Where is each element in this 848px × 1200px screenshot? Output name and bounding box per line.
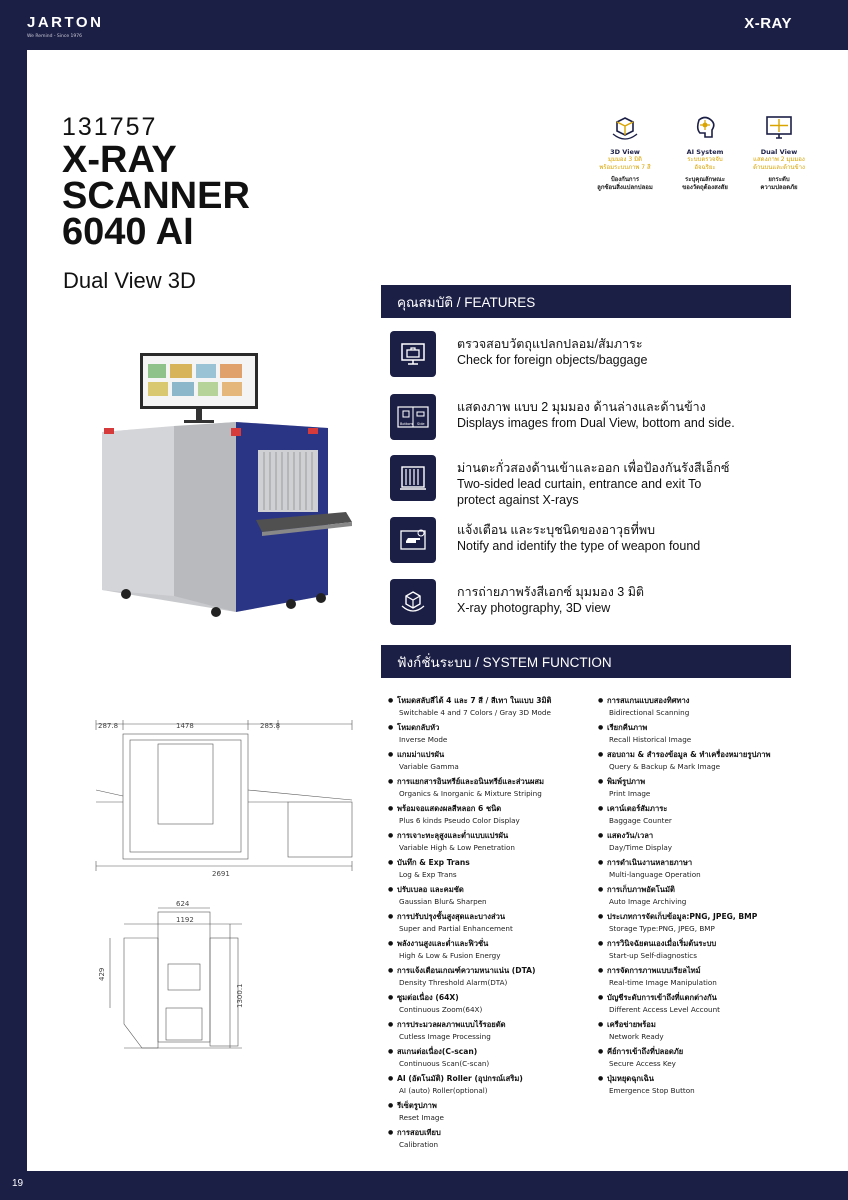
list-item: ● ปรับเบลอ และคมชัด Gaussian Blur& Sharpen: [388, 884, 598, 911]
dim-label: 2691: [212, 870, 230, 878]
badge-sub: แสดงภาพ 2 มุมมอง: [753, 156, 805, 163]
badge-sub: อัจฉริยะ: [694, 164, 716, 171]
product-title: [62, 139, 250, 253]
list-item: ● การวินิจฉัยตนเองเมื่อเริ่มต้นระบบ Start-up Self-diagnostics: [598, 938, 808, 965]
brand-logo: JARTON: [27, 14, 104, 31]
title-line: 6040 AI: [62, 211, 194, 253]
list-item: ● การปรับปรุงชั้นสูงสุดและบางส่วน Super and Partial Enhancement: [388, 911, 598, 938]
list-item: ● เครือข่ายพร้อม Network Ready: [598, 1019, 808, 1046]
category-label: X-RAY: [744, 15, 792, 32]
feature-th: ม่านตะกั่วสองด้านเข้าและออก เพื่อป้องกันรังสีเอ็กซ์: [457, 461, 730, 475]
feature-en: Displays images from Dual View, bottom and side.: [457, 416, 735, 430]
page-number: 19: [12, 1178, 24, 1189]
badge-desc: ลูกซ้อนสิ่งแปลกปลอม: [597, 184, 653, 191]
list-item: ● พลังงานสูงและต่ำและฟิวชั่น High & Low & Fusion Energy: [388, 938, 598, 965]
list-item: ● การแยกสารอินทรีย์และอนินทรีย์และส่วนผสม Organics & Inorganic & Mixture Striping: [388, 776, 598, 803]
3d-view-icon: [390, 579, 436, 625]
feature-item: [390, 579, 790, 625]
dim-label: 287.8: [98, 722, 119, 730]
list-item: ● การประมวลผลภาพแบบไร้รอยตัด Cutless Image Processing: [388, 1019, 598, 1046]
list-item: ● การดำเนินงานหลายภาษา Multi-language Operation: [598, 857, 808, 884]
top-bar: [0, 0, 848, 50]
baggage-check-icon: [390, 331, 436, 377]
dim-label: 1192: [176, 916, 194, 924]
list-item: ● ปุ่มหยุดฉุกเฉิน Emergence Stop Button: [598, 1073, 808, 1100]
feature-th: แจ้งเตือน และระบุชนิดของอาวุธที่พบ: [457, 523, 656, 537]
feature-th: แสดงภาพ แบบ 2 มุมมอง ด้านล่างและด้านข้าง: [457, 400, 706, 414]
xray-machine-image: [96, 350, 356, 625]
list-item: ● การสอบเทียบ Calibration: [388, 1127, 598, 1154]
badge-sub: มุมมอง 3 มิติ: [608, 156, 642, 163]
feature-badges: [586, 112, 810, 212]
system-function-left-list: [388, 695, 598, 1154]
list-item: ● เรียกคืนภาพ Recall Historical Image: [598, 722, 808, 749]
list-item: ● การสแกนแบบสองทิศทาง Bidirectional Scanning: [598, 695, 808, 722]
list-item: ● แสดงวัน/เวลา Day/Time Display: [598, 830, 808, 857]
technical-drawing-front: [88, 716, 360, 880]
list-item: ● พร้อมจอแสดงผลสีหลอก 6 ชนิด Plus 6 kinds Pseudo Color Display: [388, 803, 598, 830]
weapon-alert-icon: [390, 517, 436, 563]
badge-title: 3D View: [610, 148, 640, 156]
list-item: ● การจัดการภาพแบบเรียลไทม์ Real-time Image Manipulation: [598, 965, 808, 992]
list-item: ● บัญชีระดับการเข้าถึงที่แตกต่างกัน Different Access Level Account: [598, 992, 808, 1019]
badge-sub: ระบบตรวจจับ: [687, 156, 723, 163]
badge-title: AI System: [686, 148, 724, 156]
badge-desc: ของวัตถุต้องสงสัย: [682, 184, 728, 191]
feature-th: ตรวจสอบวัตถุแปลกปลอม/สัมภาระ: [457, 337, 643, 351]
list-item: ● สแกนต่อเนื่อง(C-scan) Continuous Scan(C-scan): [388, 1046, 598, 1073]
svg-text:Bottom: Bottom: [400, 422, 413, 426]
badge-sub: พร้อมระบบภาพ 7 สี: [599, 164, 651, 171]
dim-label: 285.8: [260, 722, 281, 730]
dual-view-monitor-icon: [763, 112, 795, 144]
feature-en: Notify and identify the type of weapon found: [457, 539, 701, 553]
dim-label: 429: [98, 967, 106, 981]
dual-view-icon: [390, 394, 436, 440]
svg-text:Side: Side: [417, 422, 425, 426]
badge-desc: ความปลอดภัย: [760, 184, 798, 191]
feature-en: Two-sided lead curtain, entrance and exit To: [457, 477, 702, 491]
lead-curtain-icon: [390, 455, 436, 501]
model-number: 131757: [62, 113, 158, 141]
badge-desc: ระบุคุณลักษณะ: [685, 176, 725, 183]
3d-cube-icon: [609, 112, 641, 144]
list-item: ● ซูมต่อเนื่อง (64X) Continuous Zoom(64X): [388, 992, 598, 1019]
brand-tagline: We Remind - Since 1976: [27, 34, 82, 39]
badge-ai-system: [666, 112, 744, 192]
feature-item: [390, 455, 790, 507]
badge-3d-view: [586, 112, 664, 192]
list-item: ● รีเซ็ตรูปภาพ Reset Image: [388, 1100, 598, 1127]
list-item: ● การเก็บภาพอัตโนมัติ Auto Image Archiving: [598, 884, 808, 911]
title-line: X-RAY: [62, 139, 177, 181]
list-item: ● การแจ้งเตือนเกณฑ์ความหนาแน่น (DTA) Density Threshold Alarm(DTA): [388, 965, 598, 992]
badge-title: Dual View: [760, 148, 798, 156]
system-function-heading: ฟังก์ชั่นระบบ / SYSTEM FUNCTION: [381, 645, 791, 678]
title-line: SCANNER: [62, 175, 250, 217]
feature-th: การถ่ายภาพรังสีเอกซ์ มุมมอง 3 มิติ: [457, 585, 645, 599]
list-item: ● เคาน์เตอร์สัมภาระ Baggage Counter: [598, 803, 808, 830]
badge-desc: ป้องกันการ: [610, 176, 640, 183]
system-function-right-list: [598, 695, 808, 1100]
technical-drawing-side: [94, 898, 244, 1060]
list-item: ● คีย์การเข้าถึงที่ปลอดภัย Secure Access Key: [598, 1046, 808, 1073]
list-item: ● โหมดกลับหัว Inverse Mode: [388, 722, 598, 749]
list-item: ● แกมม่าแปรผัน Variable Gamma: [388, 749, 598, 776]
list-item: ● สอบถาม & สำรองข้อมูล & ทำเครื่องหมายรูปภาพ Query & Backup & Mark Image: [598, 749, 808, 776]
feature-en: X-ray photography, 3D view: [457, 601, 611, 615]
product-subtitle: Dual View 3D: [63, 268, 196, 293]
dim-label: 1300.1: [236, 983, 244, 1008]
features-heading: คุณสมบัติ / FEATURES: [381, 285, 791, 318]
feature-item: [390, 517, 790, 563]
badge-sub: ด้านบนและด้านข้าง: [753, 164, 805, 171]
list-item: ● บันทึก & Exp Trans Log & Exp Trans: [388, 857, 598, 884]
ai-brain-icon: [689, 112, 721, 144]
dim-label: 624: [176, 900, 190, 908]
feature-item: [390, 331, 790, 377]
list-item: ● AI (อัตโนมัติ) Roller (อุปกรณ์เสริม) AI (auto) Roller(optional): [388, 1073, 598, 1100]
list-item: ● โหมดสลับสีได้ 4 และ 7 สี / สีเทา ในแบบ 3มิติ Switchable 4 and 7 Colors / Gray 3D Mode: [388, 695, 598, 722]
badge-dual-view: [740, 112, 818, 192]
dim-label: 1478: [176, 722, 194, 730]
list-item: ● ประเภทการจัดเก็บข้อมูล:PNG, JPEG, BMP Storage Type:PNG, JPEG, BMP: [598, 911, 808, 938]
feature-item: [390, 394, 790, 440]
badge-desc: ยกระดับ: [768, 176, 790, 183]
feature-en: Check for foreign objects/baggage: [457, 353, 648, 367]
list-item: ● พิมพ์รูปภาพ Print Image: [598, 776, 808, 803]
list-item: ● การเจาะทะลุสูงและต่ำแบบแปรผัน Variable High & Low Penetration: [388, 830, 598, 857]
feature-en: protect against X-rays: [457, 493, 579, 507]
